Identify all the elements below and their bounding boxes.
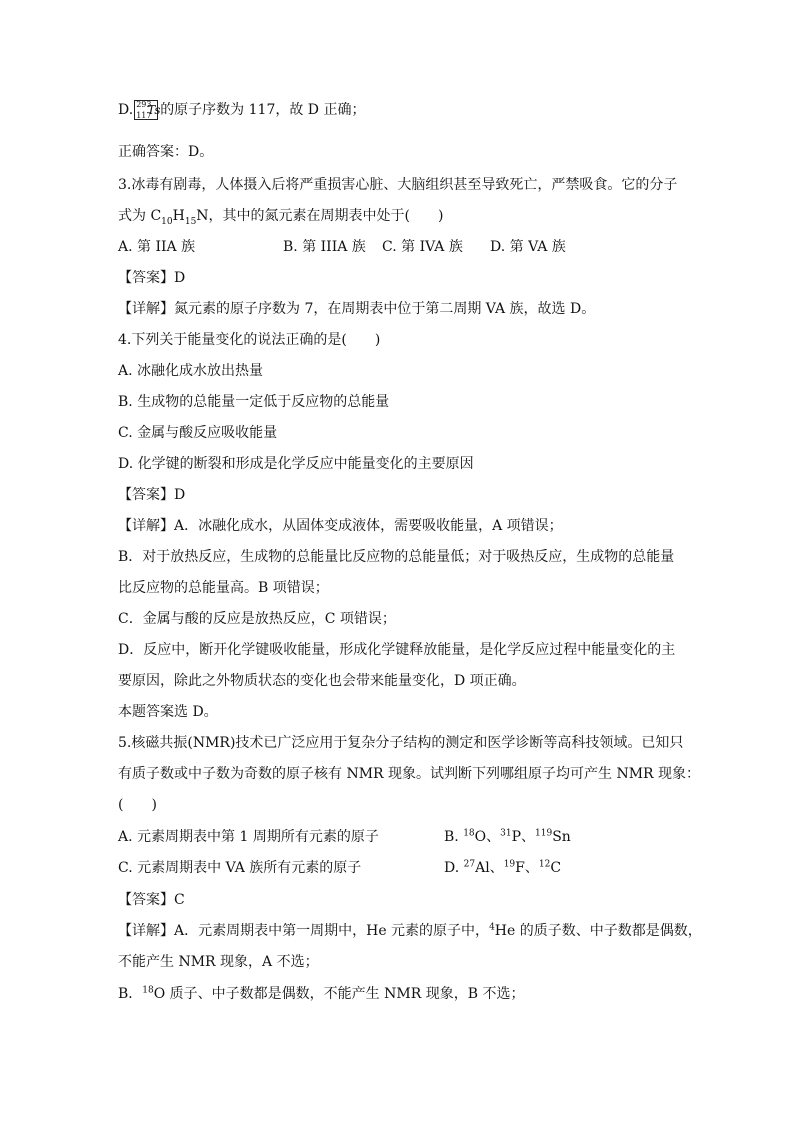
q3-options bbox=[118, 237, 678, 257]
q4-detail-2: B．对于放热反应，生成物的总能量比反应物的总能量低；对于吸热反应，生成物的总能量 bbox=[118, 549, 675, 565]
q5-options-row2 bbox=[118, 858, 678, 878]
q2-option-d-prefix: D. bbox=[118, 102, 134, 118]
q4-detail-4: C．金属与酸的反应是放热反应，C 项错误； bbox=[118, 611, 396, 627]
q3-option-b: B. 第 IIIA 族 bbox=[283, 239, 366, 255]
q4-option-d: D. 化学键的断裂和形成是化学反应中能量变化的主要原因 bbox=[118, 456, 474, 472]
q5-option-b: B. $^{18}$O、$^{31}$P、$^{119}$Sn bbox=[444, 828, 571, 845]
q4-option-c: C. 金属与酸反应吸收能量 bbox=[118, 425, 278, 441]
q2-option-d-text: 的原子序数为 117，故 D 正确； bbox=[160, 102, 366, 118]
q5-options-row1 bbox=[118, 827, 678, 847]
q5-option-a: A. 元素周期表中第 1 周期所有元素的原子 bbox=[118, 829, 379, 845]
q3-stem-line1: 3.冰毒有剧毒，人体摄入后将严重损害心脏、大脑组织甚至导致死亡，严禁吸食。它的分子 bbox=[118, 177, 678, 193]
nuclide-symbol: 293 117 Ts bbox=[136, 100, 161, 120]
q5-stem-line2: 有质子数或中子数为奇数的原子核有 NMR 现象。试判断下列哪组原子均可产生 NMR 现象： bbox=[118, 766, 701, 782]
q3-detail: 【详解】氮元素的原子序数为 7，在周期表中位于第二周期 VA 族，故选 D。 bbox=[118, 301, 596, 317]
line-q2-option-d bbox=[118, 100, 365, 120]
q3-option-a: A. 第 IIA 族 bbox=[118, 239, 196, 255]
q4-detail-3: 比反应物的总能量高。B 项错误； bbox=[118, 580, 329, 596]
q4-detail-5: D．反应中，断开化学键吸收能量，形成化学键释放能量，是化学反应过程中能量变化的主 bbox=[118, 642, 676, 658]
q4-stem: 4.下列关于能量变化的说法正确的是( ) bbox=[118, 332, 381, 348]
q5-detail-1: 【详解】A．元素周期表中第一周期中，He 元素的原子中，$^4$He 的质子数、中子数都是偶数， bbox=[118, 922, 702, 939]
q3-answer: 【答案】D bbox=[118, 270, 186, 286]
q4-option-b: B. 生成物的总能量一定低于反应物的总能量 bbox=[118, 394, 390, 410]
q3-option-d: D. 第 VA 族 bbox=[490, 239, 566, 255]
q4-detail-6: 要原因，除此之外物质状态的变化也会带来能量变化，D 项正确。 bbox=[118, 673, 526, 689]
q4-detail-7: 本题答案选 D。 bbox=[118, 704, 218, 720]
q5-stem-line1: 5.核磁共振(NMR)技术已广泛应用于复杂分子结构的测定和医学诊断等高科技领域。已知只 bbox=[118, 735, 684, 751]
q4-answer: 【答案】D bbox=[118, 487, 186, 503]
q4-detail-1: 【详解】A．冰融化成水，从固体变成液体，需要吸收能量，A 项错误； bbox=[118, 518, 563, 534]
q5-answer: 【答案】C bbox=[118, 892, 185, 908]
q5-option-c: C. 元素周期表中 VA 族所有元素的原子 bbox=[118, 860, 362, 876]
q5-stem-line3: ( ) bbox=[118, 797, 157, 813]
q3-stem-line2: 式为 $C_{10}H_{15}N$，其中的氮元素在周期表中处于( ) bbox=[118, 208, 444, 227]
q5-detail-3: B．$^{18}$O 质子、中子数都是偶数，不能产生 NMR 现象，B 不选； bbox=[118, 985, 525, 1002]
q5-option-d: D. $^{27}$Al、$^{19}$F、$^{12}$C bbox=[444, 859, 562, 876]
q3-option-c: C. 第 IVA 族 bbox=[382, 239, 463, 255]
q4-option-a: A. 冰融化成水放出热量 bbox=[118, 363, 264, 379]
q2-correct-answer: 正确答案：D。 bbox=[118, 144, 214, 160]
q5-detail-2: 不能产生 NMR 现象，A 不选； bbox=[118, 954, 319, 970]
